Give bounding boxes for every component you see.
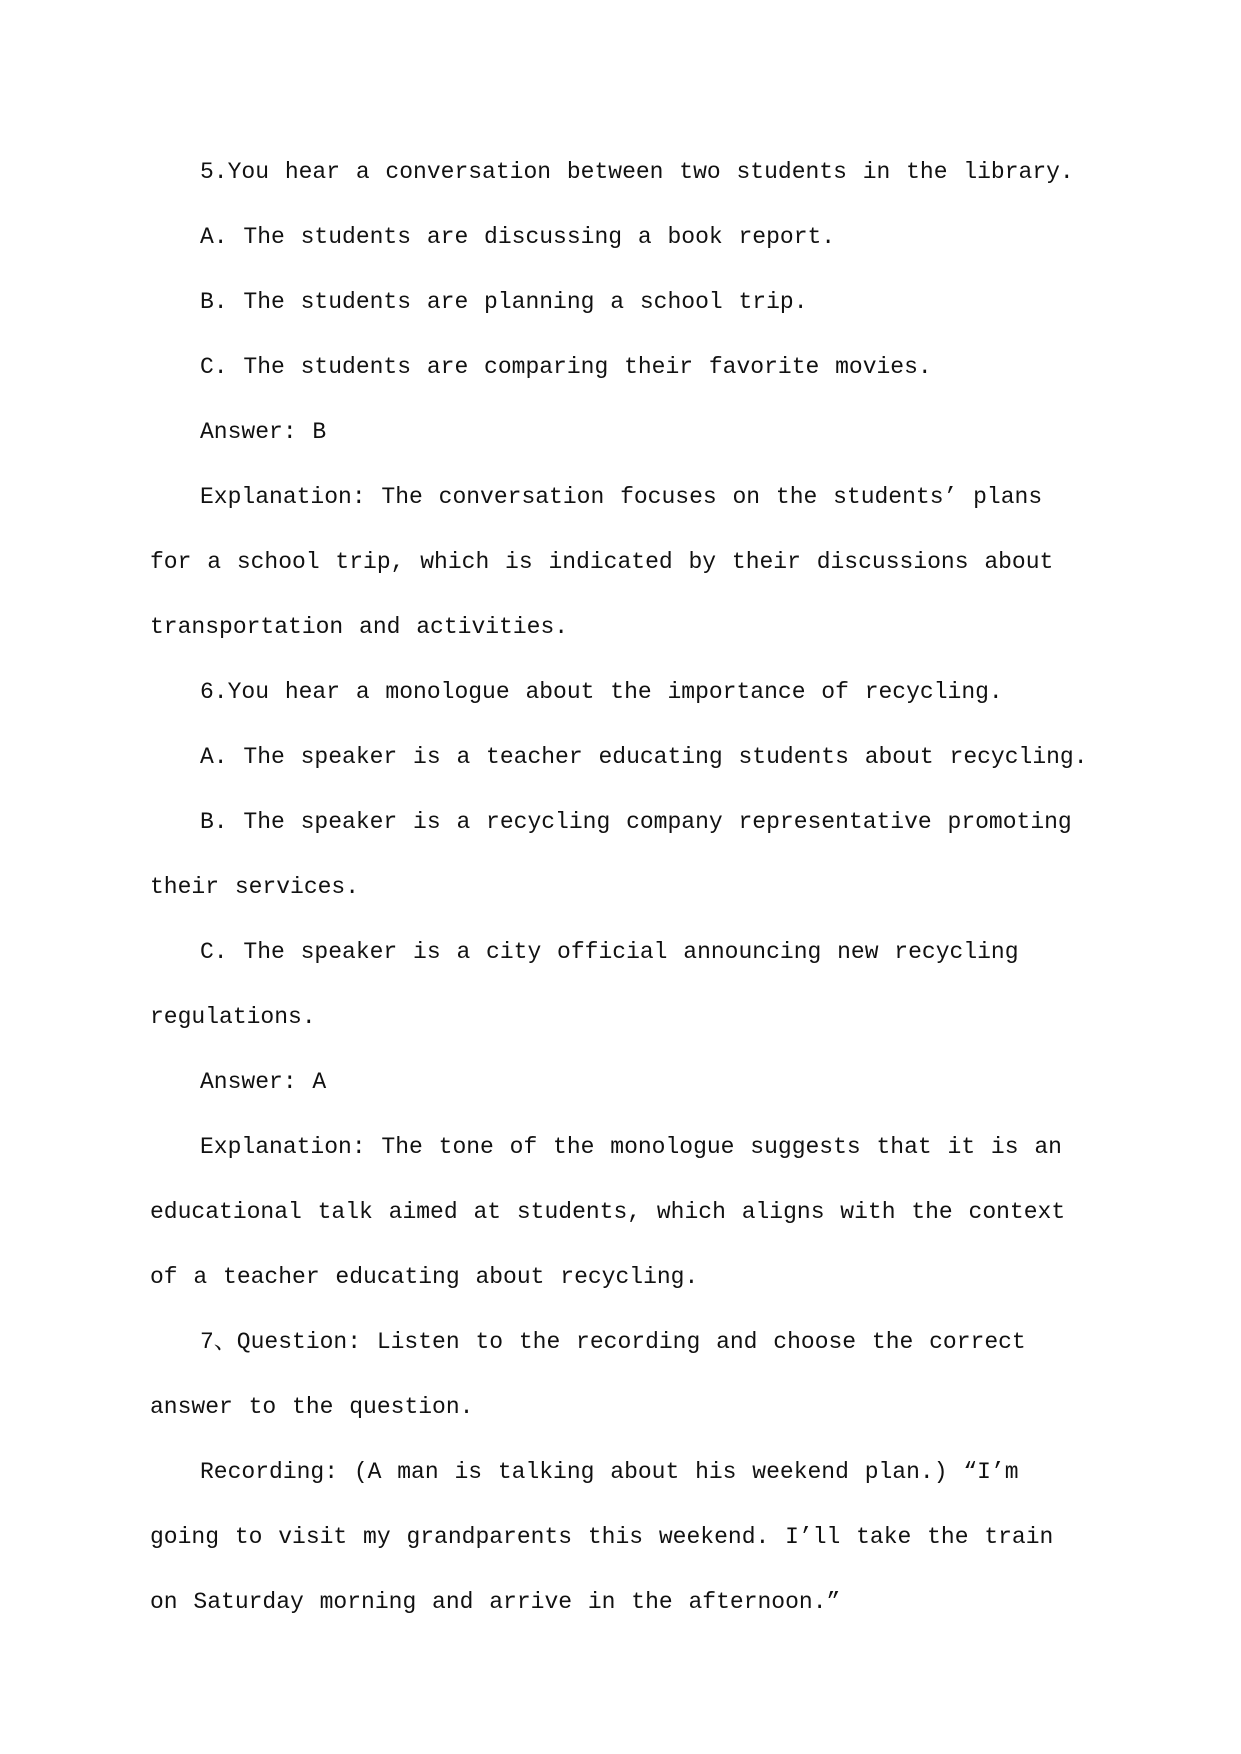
document-body [150,140,1090,1635]
question-6-answer: Answer: A [200,1069,327,1095]
question-6-prompt: 6.You hear a monologue about the importance of recycling. [200,679,1003,705]
question-5-option-c: C. The students are comparing their favorite movies. [200,354,932,380]
question-5-option-b: B. The students are planning a school trip. [200,289,808,315]
question-5-prompt: 5.You hear a conversation between two students in the library. [200,159,1074,185]
question-5-explanation: Explanation: The conversation focuses on the students’ plans for a school trip, which is indicated by their discussions about transportation and activities. [150,484,1054,640]
question-5-option-a: A. The students are discussing a book report. [200,224,836,250]
question-7-recording: Recording: (A man is talking about his weekend plan.) “I’m going to visit my grandparents this weekend. I’ll take the train on Saturday morning and arrive in the afternoon.” [150,1459,1054,1615]
question-6-explanation: Explanation: The tone of the monologue suggests that it is an educational talk aimed at students, which aligns with the context of a teacher educating about recycling. [150,1134,1066,1290]
question-7-prompt: 7、Question: Listen to the recording and choose the correct answer to the question. [150,1329,1026,1420]
question-6-option-c: C. The speaker is a city official announcing new recycling regulations. [150,939,1019,1030]
question-6-option-a: A. The speaker is a teacher educating students about recycling. [200,744,1088,770]
question-5-answer: Answer: B [200,419,327,445]
question-6-option-b: B. The speaker is a recycling company representative promoting their services. [150,809,1072,900]
